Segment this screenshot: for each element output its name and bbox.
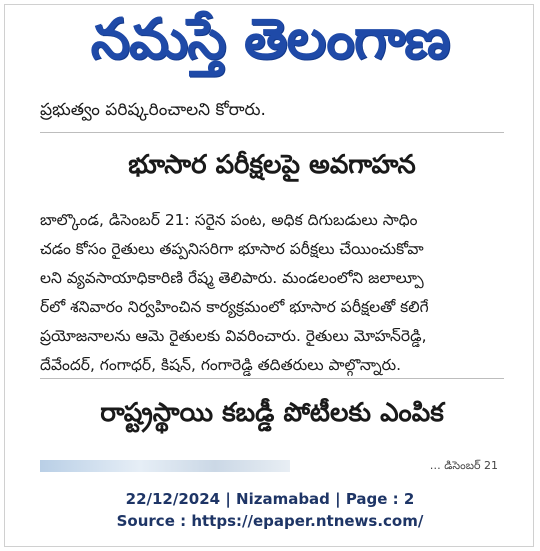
edition-meta: 22/12/2024 | Nizamabad | Page : 2	[125, 490, 415, 508]
previous-article-tail: ప్రభుత్వం పరిష్కరించాలని కోరారు.	[40, 100, 266, 120]
divider	[40, 378, 504, 379]
article-headline: భూసార పరీక్షలపై అవగాహన	[128, 150, 416, 180]
source-caption	[0, 488, 540, 532]
body-line: ర్‌లో శనివారం నిర్వహించిన కార్యక్రమంలో భూసార పరీక్షలతో కలిగే	[40, 298, 429, 316]
newspaper-clipping	[40, 96, 504, 472]
article-body	[40, 206, 504, 380]
body-line: బాల్కొండ, డిసెంబర్ 21: సరైన పంట, అధిక దిగుబడులు సాధిం	[40, 211, 418, 229]
body-line: లని వ్యవసాయాధికారిణి రేష్మ తెలిపారు. మండలంలోని జలాల్పూ	[40, 269, 424, 287]
masthead	[0, 6, 540, 86]
body-line: చడం కోసం రైతులు తప్పనిసరిగా భూసార పరీక్షలు చేయించుకోవా	[40, 240, 424, 258]
masthead-logo: నమస్తే తెలంగాణ	[90, 6, 450, 72]
body-line: దేవేందర్, గంగాధర్, కిషన్, గంగారెడ్డి తదితరులు పాల్గొన్నారు.	[40, 356, 402, 374]
next-article-photo	[40, 460, 290, 472]
next-article-headline: రాష్ట్రస్థాయి కబడ్డీ పోటీలకు ఎంపిక	[100, 398, 444, 428]
source-link[interactable]: Source : https://epaper.ntnews.com/	[116, 512, 424, 530]
body-line: ప్రయోజనాలను ఆమె రైతులకు వివరించారు. రైతులు మోహన్‌రెడ్డి,	[40, 327, 427, 345]
divider	[40, 132, 504, 133]
next-article-cut-text: … డిసెంబర్ 21	[429, 459, 498, 472]
next-article-strip	[40, 460, 504, 472]
